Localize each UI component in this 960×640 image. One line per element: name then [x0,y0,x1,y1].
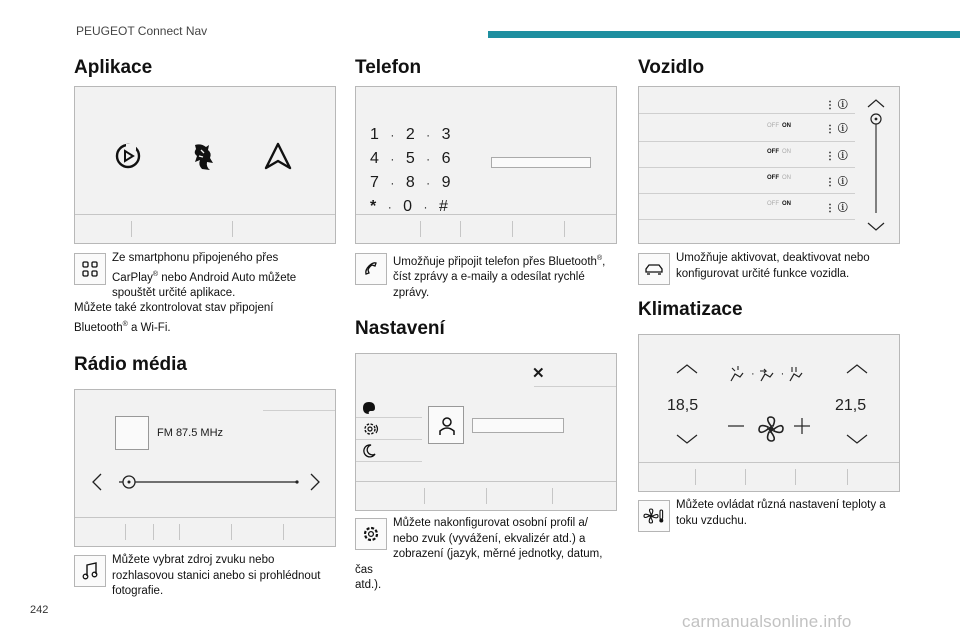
phone-handset-icon [355,253,387,285]
chevron-right-icon [309,472,321,492]
tab-bar [75,214,335,215]
temp-right-up-chevron[interactable] [845,363,869,375]
dial-keypad [370,123,451,219]
temp-left-up-chevron[interactable] [675,363,699,375]
aplikace-screen [74,86,336,244]
chevron-left-icon [91,472,103,492]
tab-bar [356,214,616,215]
keypad-row: 4 · 5 · 6 [370,150,451,167]
profile-name-field[interactable] [472,418,564,433]
temp-right-down-chevron[interactable] [845,433,869,445]
tab-bar [75,517,335,518]
toggle-switch[interactable]: OFF ON [767,175,791,181]
nastaveni-screen [355,353,617,511]
fan-decrease-icon[interactable] [727,421,745,431]
radio-screen [74,389,336,547]
info-row-icons: ⋮ ⓘ [825,177,848,188]
profile-avatar-box[interactable] [428,406,464,444]
temperature-left: 18,5 [667,397,699,414]
section-title-radio: Rádio média [74,354,187,376]
navigation-app-icon [263,141,293,171]
toggle-switch[interactable]: OFF ON [767,123,791,129]
temp-left-down-chevron[interactable] [675,433,699,445]
airflow-upper-icon[interactable] [729,365,747,383]
gear-icon [355,518,387,550]
toggle-switch[interactable]: OFF ON [767,149,791,155]
section-title-klimatizace: Klimatizace [638,299,743,320]
klimatizace-screen [638,334,900,492]
music-note-icon [74,555,106,587]
user-profile-icon [438,416,456,436]
info-row-icons: ⋮ ⓘ [825,151,848,162]
keypad-row: * · 0 · # [370,198,448,215]
section-title-aplikace: Aplikace [74,57,153,78]
tab-bar [639,462,899,463]
frequency-slider [117,474,303,490]
audio-settings-icon[interactable] [362,421,380,437]
column-right [638,56,900,534]
telefon-description: Umožňuje připojit telefon přes Bluetooth®, číst zprávy a e-maily a odesílat rychlé zprávy. [355,251,617,301]
aplikace-description: Ze smartphonu připojeného přes CarPlay® nebo Android Auto můžete spouštět určité aplikace. Můžete také zkontrolovat stav připojení Bluetooth® a Wi-Fi. [74,252,297,334]
watermark: carmanualsonline.info [682,612,852,631]
section-title-vozidlo: Vozidlo [638,57,705,78]
header-accent-bar [488,31,960,38]
radio-artwork-box [115,416,149,450]
column-middle [355,56,617,594]
fan-icon [757,415,785,443]
radio-description: Můžete vybrat zdroj zvuku nebo rozhlasovou stanici anebo si prohlédnout fotografie. [74,553,336,600]
nastaveni-description: Můžete nakonfigurovat osobní profil a/ nebo zvuk (vyvážení, ekvalizér atd.) a zobrazení (jazyk, měrné jednotky, datum, čas atd.). [355,517,603,592]
android-auto-icon [115,141,141,171]
info-row-icons: ⋮ ⓘ [825,100,848,111]
peugeot-lion-icon [187,141,217,173]
vozidlo-screen [638,86,900,244]
keypad-row: 7 · 8 · 9 [370,174,451,191]
toggle-switch[interactable]: OFF ON [767,201,791,207]
phone-number-field[interactable] [491,157,591,168]
header-title: PEUGEOT Connect Nav [76,24,208,38]
moon-icon[interactable] [362,444,376,458]
vertical-scrollbar[interactable] [865,97,887,237]
temperature-right: 21,5 [835,397,867,414]
klimatizace-description: Můžete ovládat různá nastavení teploty a toku vzduchu. [638,498,900,529]
radio-frequency: FM 87.5 MHz [157,427,224,440]
section-title-telefon: Telefon [355,57,422,78]
apps-grid-icon [74,253,106,285]
car-icon [638,253,670,285]
tab-bar [356,481,616,482]
page-number: 242 [30,604,49,616]
airflow-middle-icon[interactable] [759,365,777,383]
settings-close-icon[interactable]: ✕ [532,365,545,383]
airflow-lower-icon[interactable] [788,365,806,383]
info-row-icons: ⋮ ⓘ [825,124,848,135]
column-left [74,56,336,600]
air-distribution-icons: · · [729,365,806,383]
palette-icon[interactable] [362,401,376,415]
settings-menu [356,398,422,462]
fan-increase-icon[interactable] [793,417,811,435]
keypad-row: 1 · 2 · 3 [370,126,451,143]
telefon-screen [355,86,617,244]
vozidlo-description: Umožňuje aktivovat, deaktivovat nebo konfigurovat určité funkce vozidla. [638,251,900,282]
section-title-nastaveni: Nastavení [355,318,445,340]
info-row-icons: ⋮ ⓘ [825,203,848,214]
climate-control-icon [638,500,670,532]
